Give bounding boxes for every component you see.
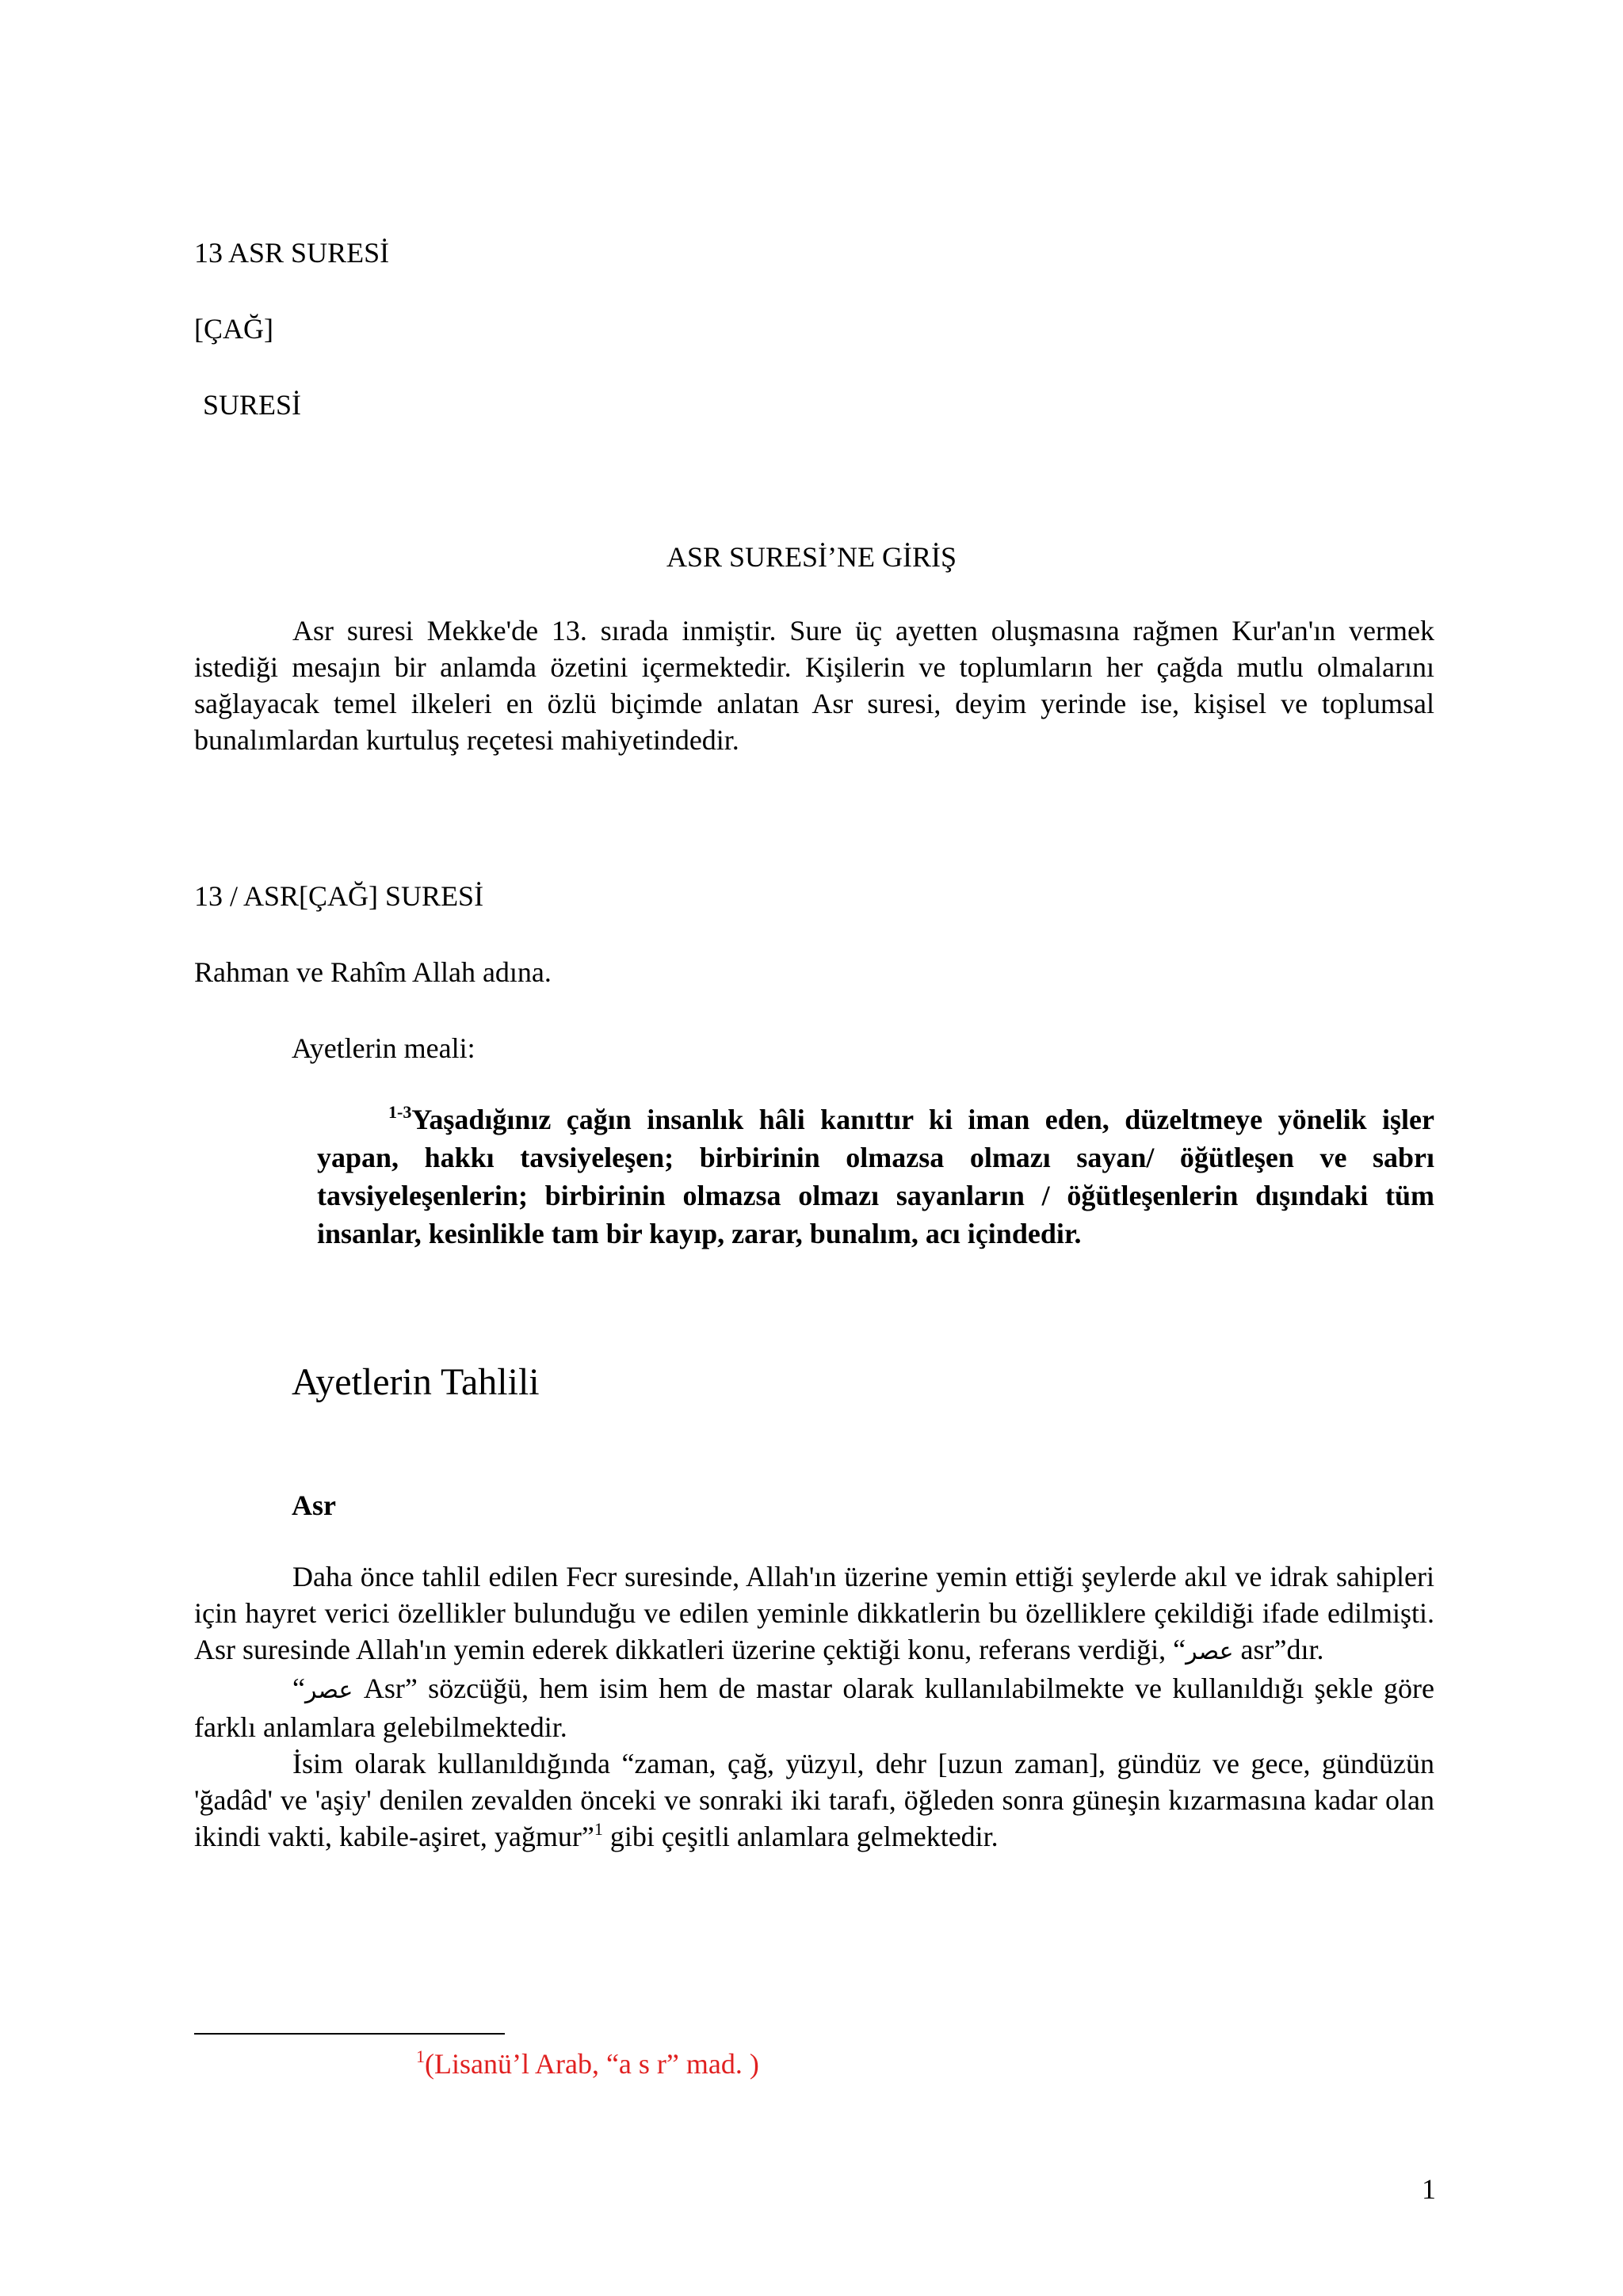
page-number: 1 [1422,2173,1436,2205]
footnote-number: 1 [416,2046,425,2066]
analysis-paragraph-1-end: asr”dır. [1233,1634,1324,1665]
intro-paragraph [194,612,1434,758]
footnote-text: (Lisanü’l Arab, “a s r” mad. ) [425,2048,759,2080]
footnote [416,2046,759,2082]
analysis-heading: Ayetlerin Tahlili [292,1361,540,1403]
analysis-body [194,1558,1434,1855]
analysis-paragraph-2 [194,1670,1434,1745]
footnote-reference[interactable]: 1 [594,1819,603,1839]
footnote-divider [194,2033,505,2035]
analysis-paragraph-1 [194,1558,1434,1670]
surah-title: 13 / ASR[ÇAĞ] SURESİ [194,880,484,912]
arabic-word: عصر [304,1676,353,1704]
verse-text: Yaşadığınız çağın insanlık hâli kanıttır ki iman eden, düzeltmeye yönelik işler yapan, hakkı tavsiyeleşen; birbirinin olmazsa olmazı sayan/ öğütleşen ve sabrı tavsiyeleşenlerin; birbirinin olmazsa olmazı sayanların / öğütleşenlerin dışındaki tüm insanlar, kesinlikle tam bir kayıp, zarar, bunalım, acı içindedir. [317,1104,1434,1249]
arabic-word: عصر [1186,1638,1234,1665]
header-line-1: 13 ASR SURESİ [194,237,390,269]
analysis-paragraph-3-end: gibi çeşitli anlamlara gelmektedir. [602,1821,999,1852]
meal-label: Ayetlerin meali: [292,1032,475,1064]
basmala: Rahman ve Rahîm Allah adına. [194,956,552,988]
header-line-2: [ÇAĞ] [194,313,273,345]
verse-reference: 1-3 [388,1102,412,1122]
verse-block [317,1100,1434,1253]
header-line-3: SURESİ [203,389,302,421]
analysis-paragraph-3 [194,1745,1434,1855]
analysis-paragraph-3-text: İsim olarak kullanıldığında “zaman, çağ, yüzyıl, dehr [uzun zaman], gündüz ve gece, gündüzün 'ğadâd' ve 'aşiy' denilen zevalden önceki ve sonraki iki tarafı, öğleden sonra güneşin kızarmasına kadar olan ikindi vakti, kabile-aşiret, yağmur” [194,1748,1434,1852]
intro-heading: ASR SURESİ’NE GİRİŞ [666,541,957,573]
analysis-paragraph-2-quote: “ [292,1672,305,1704]
analysis-paragraph-2-text: Asr” sözcüğü, hem isim hem de mastar olarak kullanılabilmekte ve kullanıldığı şekle göre farklı anlamlara gelebilmektedir. [194,1672,1434,1743]
analysis-subheading: Asr [292,1489,336,1521]
intro-paragraph-text: Asr suresi Mekke'de 13. sırada inmiştir. Sure üç ayetten oluşmasına rağmen Kur'an'ın vermek istediği mesajın bir anlamda özetini içermektedir. Kişilerin ve toplumların her çağda mutlu olmalarını sağlayacak temel ilkeleri en özlü biçimde anlatan Asr suresi, deyim yerinde ise, kişisel ve toplumsal bunalımlardan kurtuluş reçetesi mahiyetindedir. [194,615,1434,756]
analysis-paragraph-1-text: Daha önce tahlil edilen Fecr suresinde, Allah'ın üzerine yemin ettiği şeylerde akıl ve idrak sahipleri için hayret verici özellikler bulunduğu ve edilen yeminle dikkatlerin bu özelliklere çekildiği ifade edilmişti. Asr suresinde Allah'ın yemin ederek dikkatleri üzerine çektiği konu, referans verdiği, “ [194,1561,1434,1665]
